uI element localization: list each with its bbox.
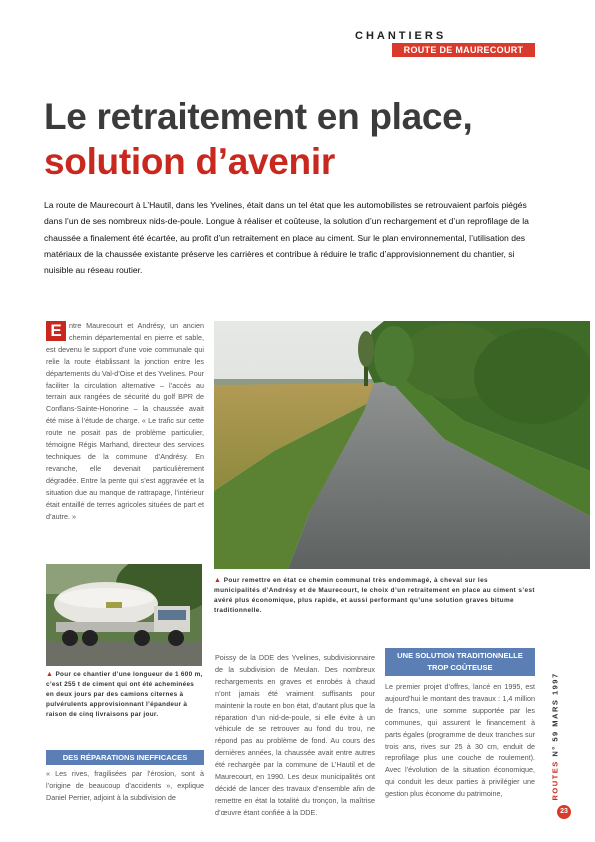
caption-triangle-icon: ▲	[46, 671, 56, 678]
rubric-label: CHANTIERS	[355, 30, 447, 42]
headline-line-2: solution d’avenir	[44, 141, 335, 182]
folio-issue: N° 59	[550, 730, 560, 757]
road-photo-caption	[214, 576, 536, 616]
road-caption-text: Pour remettre en état ce chemin communal très endommagé, à cheval sur les municipalités d’Andrésy et de Maurecourt, le choix d’un retraitement en place au ciment s’est avéré plus économique, plus rapide, et aussi performant qu’une solution graves bitume traditionnelle.	[214, 577, 535, 614]
headline-line-1: Le retraitement en place,	[44, 96, 473, 137]
cement-truck-illustration	[46, 564, 202, 666]
middle-column-text: Poissy de la DDE des Yvelines, subdivisionnaire de la subdivision de Meulan. Des nombreux rechargements en graves et enrobés à chaud n’ont jamais été vraiment suffisants pour maintenir la route en bon état, d’autant plus que la réparation d’un nid-de-poule, si elle évite à un véhicule de se retrouver au fond du trou, ne répond pas au problème de fond. Au cours des dernières années, la chaussée avait entre autres été rechargée par la commune de L’Hautil et de Maurecourt, en 1990. Les deux municipalités ont décidé de lancer des travaux d’ensemble afin de remettre en état la totalité du tronçon, la maîtrise d’œuvre étant confiée à la DDE.	[215, 653, 375, 817]
road-illustration	[214, 321, 590, 569]
subrubric-banner: ROUTE DE MAURECOURT	[392, 43, 535, 57]
section1-text: « Les rives, fragilisées par l’érosion, sont à l’origine de beaucoup d’accidents », explique Daniel Perrier, adjoint à la subdivision de	[46, 769, 204, 802]
section2-heading-line-1: UNE SOLUTION TRADITIONNELLE	[397, 651, 523, 660]
page-number: 23	[557, 805, 571, 819]
road-photo	[214, 321, 590, 569]
section2-heading-line-2: TROP COÛTEUSE	[427, 663, 493, 672]
truck-caption-text: Pour ce chantier d’une longueur de 1 600 m, c’est 255 t de ciment qui ont été acheminées en deux jours par des camions citernes à pulvérulents approvisionnant l’épandeur à raison de cinq livraisons par jour.	[46, 671, 203, 718]
truck-photo-caption	[46, 670, 204, 720]
drop-cap: E	[46, 321, 66, 341]
folio-strip	[545, 672, 565, 810]
truck-photo	[46, 564, 202, 666]
right-column-text: Le premier projet d’offres, lancé en 1995, est aujourd’hui le montant des travaux : 1,4 million de francs, une somme supportée par les communes, qui assurent le financement à parts égales (programme de deux tranches sur trois ans, rives sur 25 à 30 cm, enduit de reprofilage plus une couche de roulement). Avec l’évolution de la situation économique, qui conduit les deux parties à privilégier une gestion plus économe du patrimoine,	[385, 682, 535, 799]
section-heading-reparations: DES RÉPARATIONS INEFFICACES	[46, 750, 204, 765]
section-heading-solution	[385, 648, 535, 676]
folio-date: MARS 1997	[550, 672, 560, 727]
lead-paragraph: La route de Maurecourt à L’Hautil, dans les Yvelines, était dans un tel état que les automobilistes se retrouvaient parfois piégés dans l’un de ses nombreux nids-de-poule. Longue à réaliser et coûteuse, la solution d’un rechargement et d’un reprofilage de la chaussée a finalement été écartée, au profit d’un retraitement en place au ciment. Sur le plan environnemental, l’utilisation des matériaux de la chaussée existante préserve les carrières et contribue à réduire le trafic d’approvisionnement du chantier, si nuisible au réseau routier.	[44, 200, 529, 276]
caption-triangle-icon: ▲	[214, 577, 224, 584]
folio-magazine: ROUTES	[550, 760, 560, 801]
intro-text: ntre Maurecourt et Andrésy, un ancien chemin départemental en pierre et sable, est devenu le support d’une voie communale qui relie la route établissant la jonction entre les départements du Val-d’Oise et des Yvelines. Pour faciliter la circulation alternative – l’accès au terrain aux rangées de sécurité du golf BPR de Conflans-Sainte-Honorine – la chaussée avait été mise à l’étude de charge. « Le trafic sur cette route ne posait pas de problème particulier, témoigne Régis Marhand, directeur des services techniques de la commune d’Andrésy. En revanche, elle devenait particulièrement dégradée. Entre la pente qui s’est aggravée et la situation due au manque de rattrapage, l’intérieur était entaillé de terres agricoles situées de part et d’autre. »	[46, 321, 204, 521]
folio-text	[550, 672, 560, 801]
article-intro-column	[46, 320, 204, 522]
